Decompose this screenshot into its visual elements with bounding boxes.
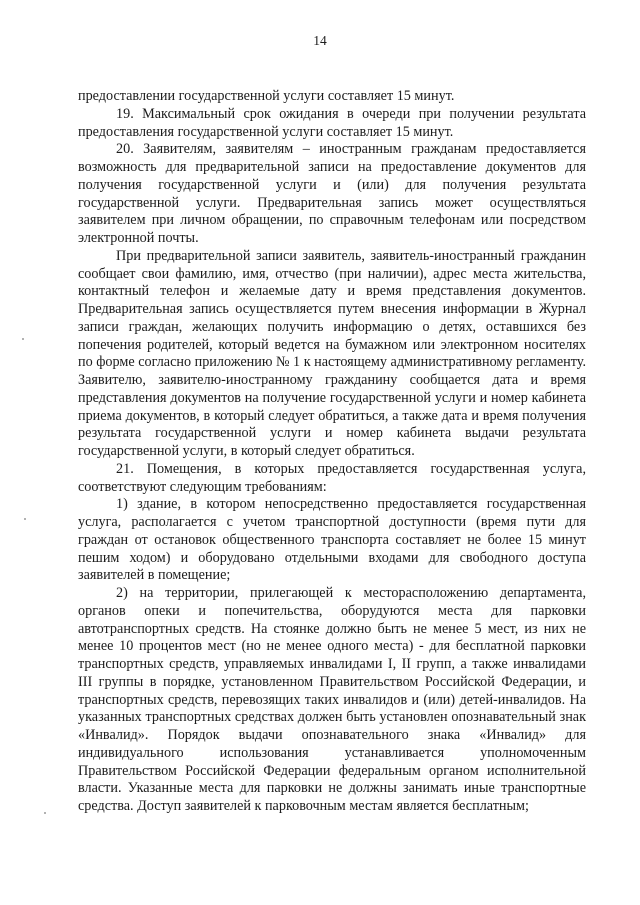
paragraph-19-waiting-time: 19. Максимальный срок ожидания в очереди при получении результата предоставления государственной услуги составляет 15 минут. xyxy=(78,105,586,140)
paragraph-20-registration-details: При предварительной записи заявитель, заявитель-иностранный гражданин сообщает свои фамилию, имя, отчество (при наличии), адрес места жительства, контактный телефон и желаемые дату и время представления документов. Предварительная запись осуществляется путем внесения информации в Журнал записи граждан, желающих получить информацию о детях, оставшихся без попечения родителей, который ведется на бумажном или электронном носителях по форме согласно приложению № 1 к настоящему административному регламенту. Заявителю, заявителю-иностранному гражданину сообщается дата и время представления документов на получение государственной услуги и номер кабинета приема документов, в который следует обратиться, а также дата и время получения результата государственной услуги и номер кабинета выдачи результата государственной услуги, в который следует обратиться. xyxy=(78,247,586,459)
scan-speck xyxy=(22,338,24,340)
paragraph-continuation: предоставлении государственной услуги составляет 15 минут. xyxy=(78,88,455,104)
page-number: 14 xyxy=(313,33,327,48)
document-body xyxy=(78,88,586,816)
paragraph-20-pre-registration: 20. Заявителям, заявителям – иностранным гражданам предоставляется возможность для предварительной записи на предоставление документов для получения государственной услуги и (или) для получения результата государственной услуги. Предварительная запись может осуществляться заявителем при личном обращении, по справочным телефонам или посредством электронной почты. xyxy=(78,141,586,246)
scan-speck xyxy=(44,812,46,814)
paragraph-21-premises-requirements: 21. Помещения, в которых предоставляется государственная услуга, соответствуют следующим требованиям: xyxy=(78,460,586,495)
paragraph-21-item-2-parking: 2) на территории, прилегающей к месторасположению департамента, органов опеки и попечительства, оборудуются места для парковки автотранспортных средств. На стоянке должно быть не менее 5 мест, из них не менее 10 процентов мест (но не менее одного места) - для бесплатной парковки транспортных средств, управляемых инвалидами I, II групп, а также инвалидами III группы в порядке, установленном Правительством Российской Федерации, и транспортных средств, перевозящих таких инвалидов и (или) детей-инвалидов. На указанных транспортных средствах должен быть установлен опознавательный знак «Инвалид». Порядок выдачи опознавательного знака «Инвалид» для индивидуального использования устанавливается уполномоченным Правительством Российской Федерации федеральным органом исполнительной власти. Указанные места для парковки не должны занимать иные транспортные средства. Доступ заявителей к парковочным местам является бесплатным; xyxy=(78,585,586,814)
scan-speck xyxy=(24,518,26,520)
paragraph-21-item-1-building: 1) здание, в котором непосредственно предоставляется государственная услуга, располагается с учетом транспортной доступности (время пути для граждан от остановок общественного транспорта составляет не более 15 минут пешим ходом) и оборудовано отдельными входами для свободного доступа заявителей в помещение; xyxy=(78,496,586,584)
